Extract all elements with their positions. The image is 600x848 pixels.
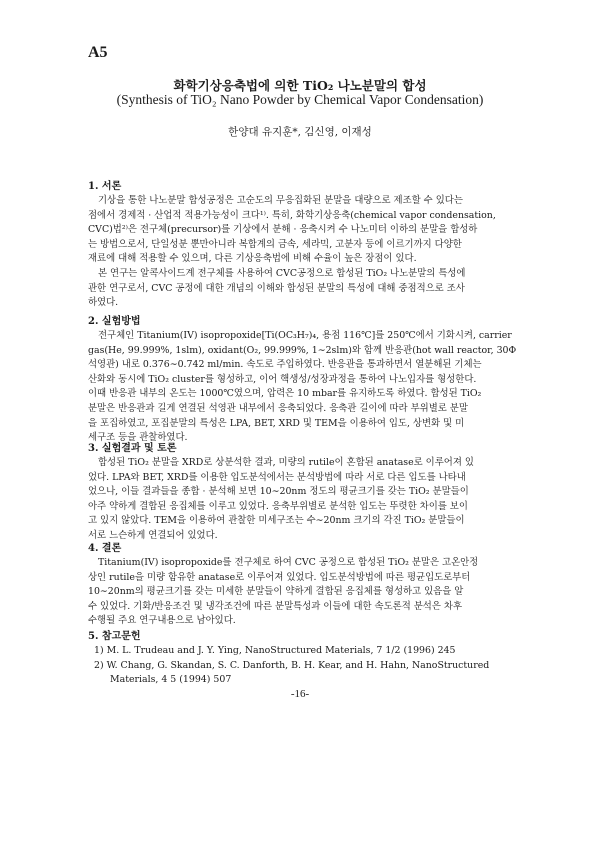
paragraph-line: 본 연구는 알콕사이드계 전구체를 사용하여 CVC공정으로 합성된 TiO₂ 나노분말의 특성에: [98, 267, 466, 279]
paragraph-line: 고 있지 않았다. TEM을 이용하여 관찰한 미세구조는 수∼20nm 크기의 각진 TiO₂ 분말들이: [88, 515, 465, 527]
paragraph-line: Titanium(IV) isopropoxide를 전구체로 하여 CVC 공정으로 합성된 TiO₂ 분말은 고온안정: [98, 557, 479, 568]
paragraph-line: 이때 반응관 내부의 온도는 1000℃였으며, 압력은 10 mbar를 유지하도록 하였다. 합성된 TiO₂: [88, 388, 482, 400]
paragraph-line: 분말은 반응관과 길게 연결된 석영관 내부에서 응축되었다. 응축관 길이에 따라 부위별로 분말: [88, 402, 468, 414]
section-heading: 3. 실험결과 및 토론: [88, 443, 177, 454]
paragraph-line: 점에서 경제적 · 산업적 적용가능성이 크다¹⁾. 특히, 화학기상응축(chemical vapor condensation,: [88, 209, 496, 221]
section-methods: [88, 315, 526, 446]
paragraph-line: 었다. LPA와 BET, XRD를 이용한 입도분석에서는 분석방법에 따라 서로 다른 입도를 나타내: [88, 471, 466, 483]
abstract-code: A5: [88, 44, 108, 61]
section-results: [88, 442, 526, 544]
section-heading: 5. 참고문헌: [88, 631, 141, 642]
authors: 한양대 유지훈*, 김신영, 이재성: [228, 126, 372, 138]
section-heading: 2. 실험방법: [88, 316, 141, 327]
paragraph-line: 수 있었다. 기화/반응조건 및 냉각조건에 따른 분말특성과 이들에 대한 속도론적 분석은 차후: [88, 600, 463, 612]
paragraph-line: 을 포집하였고, 포집분말의 특성은 LPA, BET, XRD 및 TEM을 이용하여 입도, 상변화 및 미: [88, 417, 465, 429]
paragraph-line: 었으나, 이들 결과들을 종합 · 분석해 보면 10∼20nm 정도의 평균크기를 갖는 TiO₂ 분말들이: [88, 486, 469, 498]
reference-item: Materials, 4 5 (1994) 507: [110, 674, 232, 686]
title-english: (Synthesis of TiO₂ Nano Powder by Chemical Vapor Condensation): [116, 92, 484, 107]
paragraph-line: 10∼20nm의 평균크기를 갖는 미세한 분말들이 약하게 결합된 응집체를 형성하고 있음을 알: [88, 586, 464, 598]
title-korean: 화학기상응축법에 의한 TiO₂ 나노분말의 합성: [173, 78, 427, 93]
paragraph-line: 관한 연구로서, CVC 공정에 대한 개념의 이해와 합성된 분말의 특성에 대해 중점적으로 조사: [88, 282, 465, 294]
section-references: [88, 630, 526, 688]
section-introduction: [88, 180, 526, 311]
paragraph-line: 하였다.: [88, 297, 119, 309]
paragraph-line: 석영관) 내로 0.376∼0.742 ml/min. 속도로 주입하였다. 반응관을 통과하면서 열분해된 기체는: [88, 359, 482, 371]
reference-item: 2) W. Chang, G. Skandan, S. C. Danforth, B. H. Kear, and H. Hahn, NanoStructured: [94, 659, 490, 671]
paragraph-line: 합성된 TiO₂ 분말을 XRD로 상분석한 결과, 미량의 rutile이 혼합된 anatase로 이루어져 있: [98, 457, 474, 468]
paragraph-line: 재료에 대해 적용할 수 있으며, 다른 기상응축법에 비해 수율이 높은 장점이 있다.: [88, 253, 417, 265]
section-conclusion: [88, 542, 526, 629]
paragraph-line: 는 방법으로서, 단일성분 뿐만아니라 복합계의 금속, 세라믹, 고분자 등에 이르기까지 다양한: [88, 238, 462, 250]
paragraph-line: 세구조 등을 관찰하였다.: [88, 432, 188, 444]
reference-item: 1) M. L. Trudeau and J. Y. Ying, NanoStructured Materials, 7 1/2 (1996) 245: [94, 645, 456, 656]
paragraph-line: 아주 약하게 결합된 응집체를 이루고 있었다. 응축부위별로 분석한 입도는 뚜렷한 차이를 보이: [88, 500, 468, 512]
paragraph-line: gas(He, 99.999%, 1slm), oxidant(O₂, 99.999%, 1∼2slm)와 함께 반응관(hot wall reactor, 30Φ: [88, 344, 517, 356]
paragraph-line: 산화와 동시에 TiO₂ cluster를 형성하고, 이어 핵생성/성장과정을 통하여 나노입자를 형성한다.: [88, 373, 477, 385]
paragraph-line: 상인 rutile을 미량 함유한 anatase로 이루어져 있었다. 입도분석방법에 따른 평균입도로부터: [88, 571, 471, 583]
paragraph-line: 수행될 주요 연구내용으로 남아있다.: [88, 615, 236, 627]
paragraph-line: CVC)법²⁾은 전구체(precursor)를 기상에서 분해 · 응축시켜 수 나노미터 이하의 분말을 합성하: [88, 224, 478, 236]
paragraph-line: 서로 느슨하게 연결되어 있었다.: [88, 529, 218, 541]
section-heading: 4. 결론: [88, 543, 122, 554]
paragraph-line: 기상을 통한 나노분말 합성공정은 고순도의 무응집화된 분말을 대량으로 제조할 수 있다는: [98, 195, 463, 206]
page-number: -16-: [290, 688, 310, 700]
paragraph-line: 전구체인 Titanium(IV) isopropoxide[Ti(OC₃H₇)₄, 용점 116℃]를 250℃에서 기화시켜, carrier: [98, 330, 512, 341]
section-heading: 1. 서론: [88, 181, 122, 192]
